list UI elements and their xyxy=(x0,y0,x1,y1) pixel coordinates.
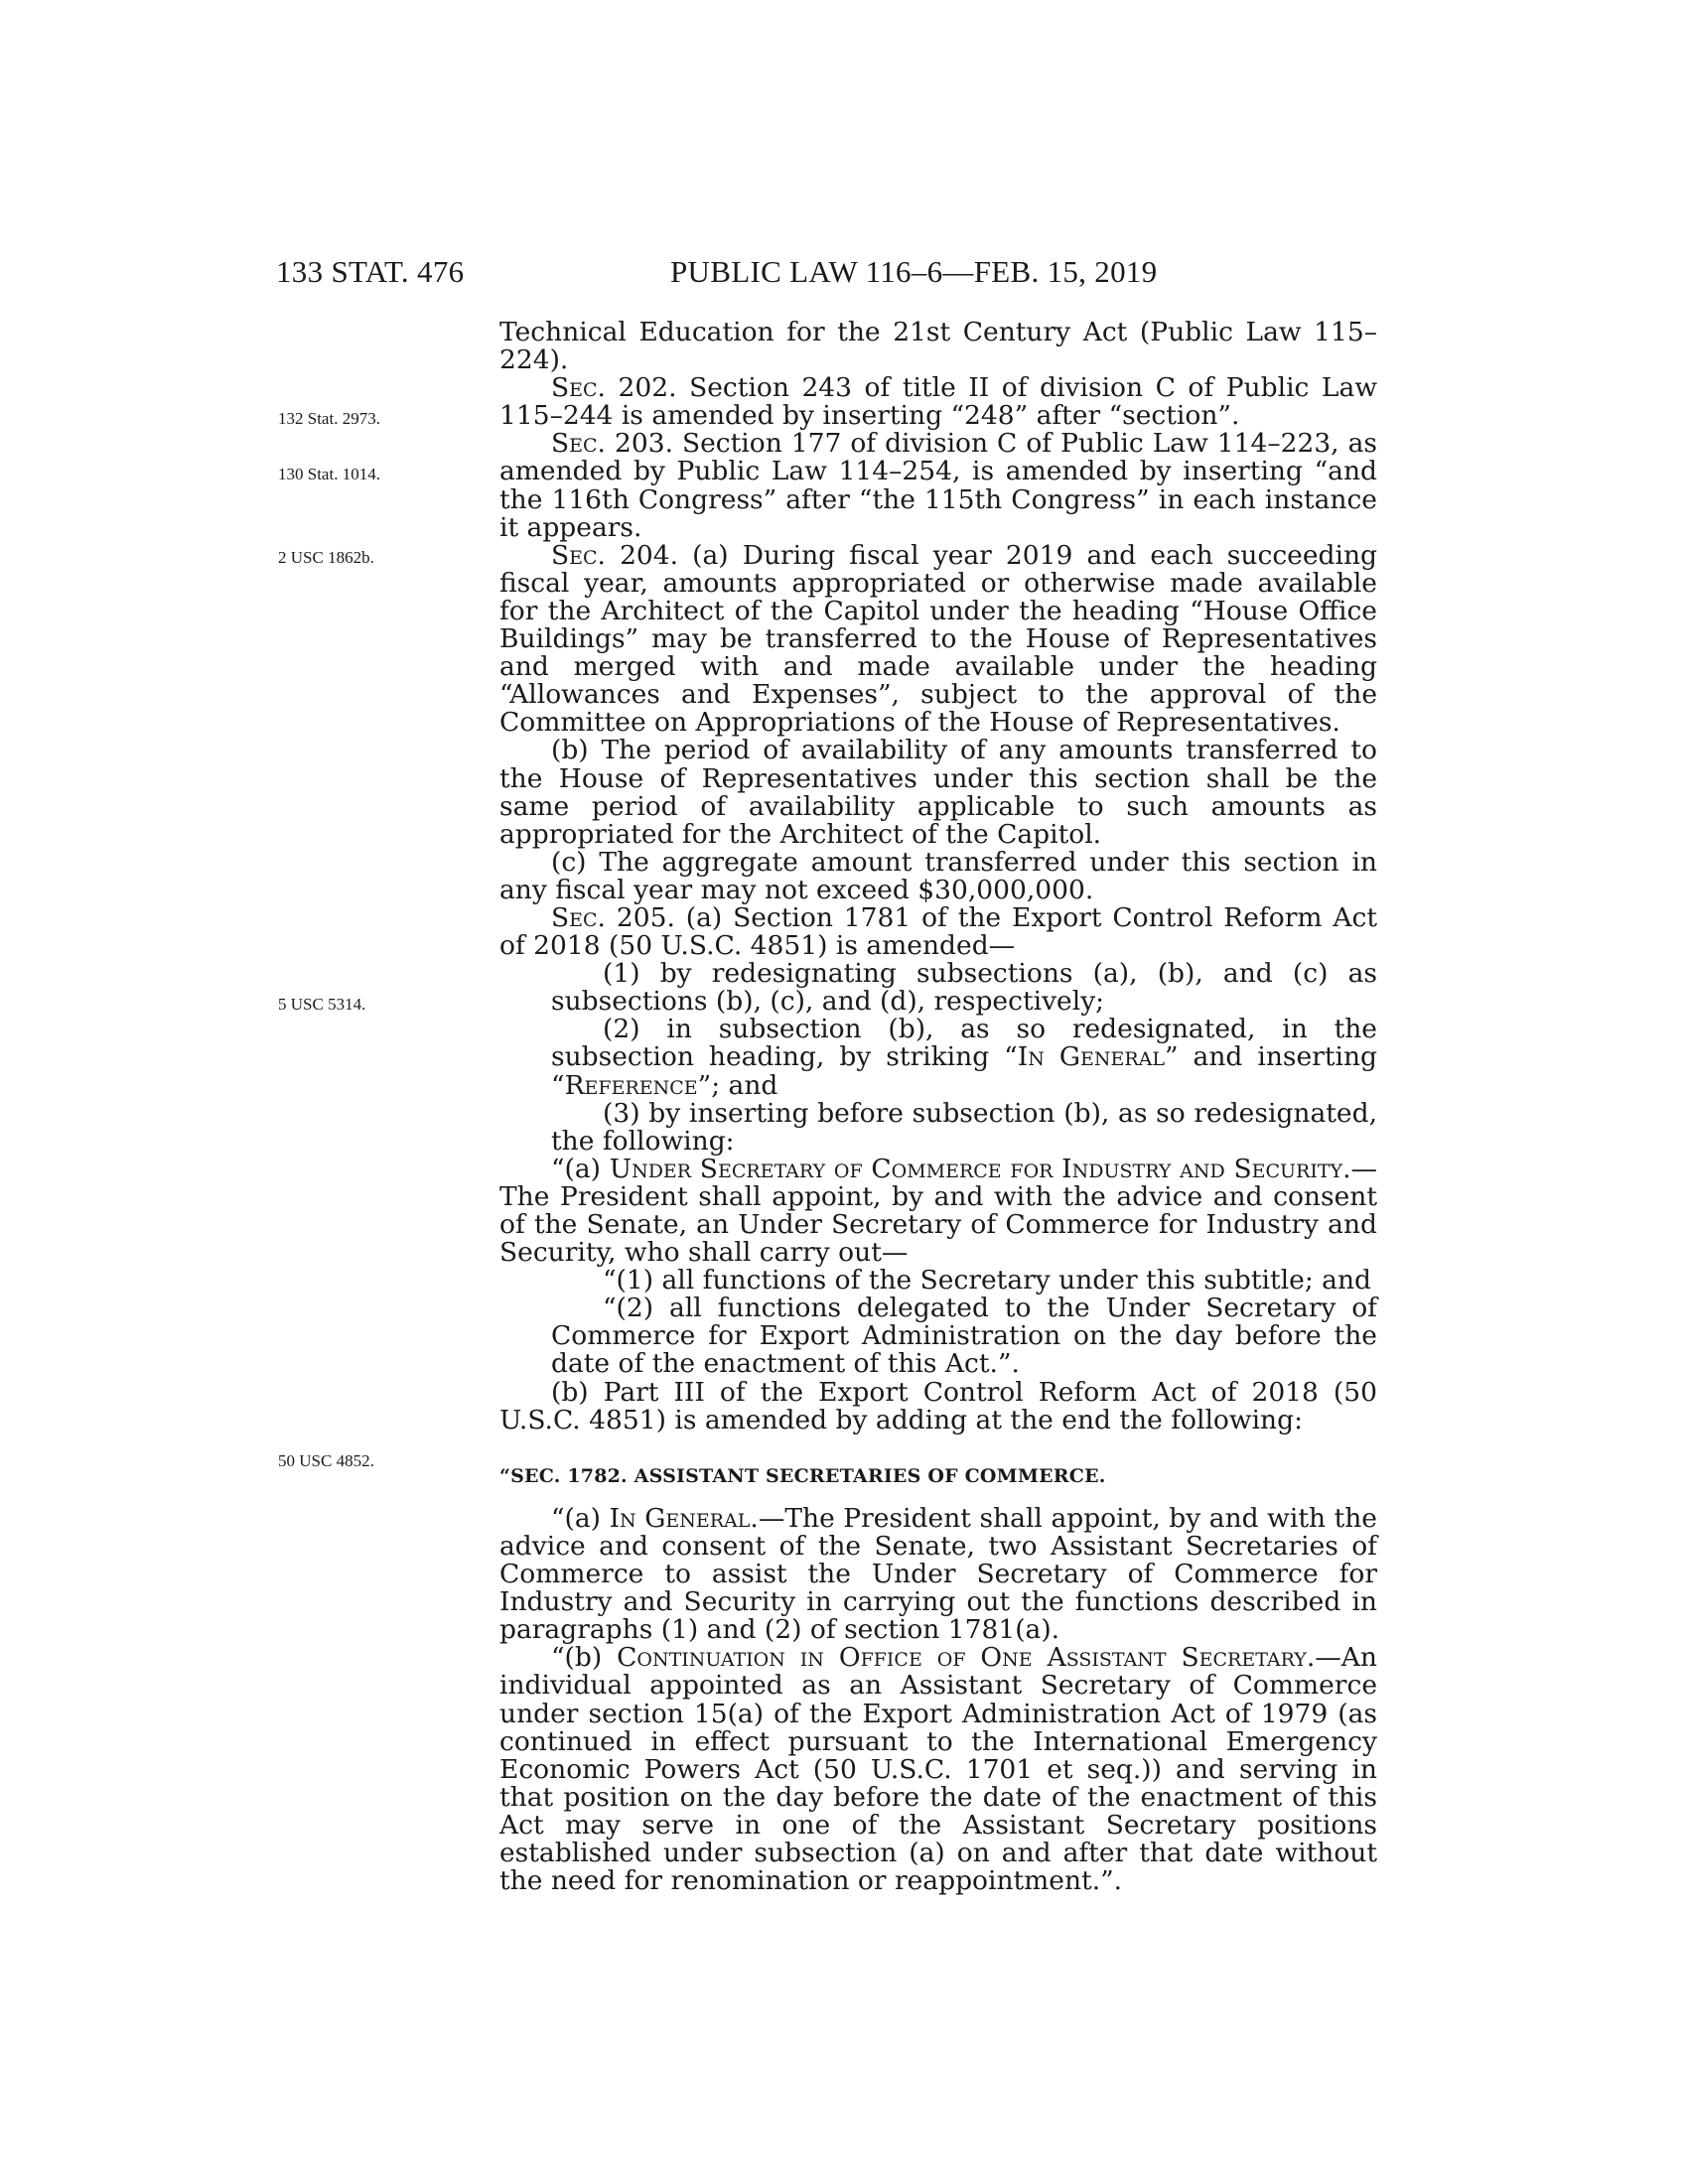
paragraph-text: “(b) xyxy=(551,1642,618,1674)
paragraph-text: ” and inserting “ xyxy=(551,1041,1377,1101)
paragraph xyxy=(499,374,1377,430)
paragraph xyxy=(499,1376,1377,1435)
public-law-title: PUBLIC LAW 116–6—FEB. 15, 2019 xyxy=(670,254,1158,289)
margin-note-citation: 130 Stat. 1014. xyxy=(278,465,380,483)
paragraph-text: ”; and xyxy=(697,1069,778,1101)
paragraph-text: 202. Section 243 of title II of division C of Public Law 115–244 is amended by inserting “248” after “section”. xyxy=(499,372,1377,432)
paragraph-text: “(a) xyxy=(551,1502,610,1534)
paragraph-text: “(2) all functions delegated to the Under Secretary of Commerce for Export Administration on the day before the date of the enactment of this Act.”. xyxy=(551,1293,1377,1380)
paragraph xyxy=(499,319,1377,374)
paragraph xyxy=(499,1295,1377,1378)
paragraph xyxy=(499,1644,1377,1895)
paragraph xyxy=(499,960,1377,1016)
paragraph-text: (c) The aggregate amount transferred under this section in any fiscal year may not exceed $30,000,000. xyxy=(499,846,1377,905)
paragraph xyxy=(499,1153,1377,1269)
paragraph xyxy=(499,1097,1377,1157)
paragraph xyxy=(499,846,1377,905)
paragraph-text: 204. (a) During fiscal year 2019 and each succeeding fiscal year, amounts appropriated or otherwise made available for the Architect of the Capitol under the heading “House Office Buildings” may be transferred to the House of Representatives and merged with and made available under the heading “Allowances and Expenses”, subject to the approval of the Committee on Appropriations of the House of Representatives. xyxy=(499,539,1377,739)
paragraph-text: 205. (a) Section 1781 of the Export Control Reform Act of 2018 (50 U.S.C. 4851) is amended— xyxy=(499,901,1377,962)
paragraph-text: (1) by redesignating subsections (a), (b), and (c) as subsections (b), (c), and (d), respectively; xyxy=(551,958,1377,1018)
paragraph-text: (2) in subsection (b), as so redesignated, in the subsection heading, by striking “ xyxy=(551,1014,1377,1073)
section-label: Sec. xyxy=(551,372,606,404)
small-caps-term: Reference xyxy=(564,1069,698,1101)
margin-note-citation: 5 USC 5314. xyxy=(278,995,366,1014)
paragraph xyxy=(499,901,1377,962)
paragraph-text: .—The President shall appoint, by and with the advice and consent of the Senate, two Assistant Secretaries of Commerce to assist the Under Secretary of Commerce for Industry and Security in carrying out the functions described in paragraphs (1) and (2) of section 1781(a). xyxy=(499,1502,1377,1646)
section-label: Sec. xyxy=(551,539,606,571)
statute-body xyxy=(499,319,1377,1895)
stat-page-number: 133 STAT. 476 xyxy=(276,254,465,289)
paragraph xyxy=(499,737,1377,848)
paragraph-text: .—The President shall appoint, by and with the advice and consent of the Senate, an Under Secretary of Commerce for Industry and Security, who shall carry out— xyxy=(499,1153,1377,1269)
small-caps-term: Continuation in Office of One Assistant Secretary xyxy=(617,1642,1307,1674)
section-label: Sec. xyxy=(551,428,606,460)
paragraph-text: Technical Education for the 21st Century Act (Public Law 115–224). xyxy=(499,317,1377,376)
paragraph-text: 203. Section 177 of division C of Public Law 114–223, as amended by Public Law 114–254, is amended by inserting “and the 116th Congress” after “the 115th Congress” in each instance it appears. xyxy=(499,428,1377,543)
paragraph-text: (3) by inserting before subsection (b), as so redesignated, the following: xyxy=(551,1097,1377,1157)
paragraph xyxy=(499,539,1377,739)
section-heading: “SEC. 1782. ASSISTANT SECRETARIES OF COMMERCE. xyxy=(499,1464,1106,1487)
margin-note-citation: 132 Stat. 2973. xyxy=(278,409,380,428)
section-label: Sec. xyxy=(551,901,606,933)
paragraph-text: .—An individual appointed as an Assistant Secretary of Commerce under section 15(a) of the Export Administration Act of 1979 (as continued in effect pursuant to the International Emergency Economic Powers Act (50 U.S.C. 1701 et seq.)) and serving in that position on the day before the date of the enactment of this Act may serve in one of the Assistant Secretary positions established under subsection (a) on and after that date without the need for renomination or reappointment.”. xyxy=(499,1642,1377,1897)
small-caps-term: In General xyxy=(609,1502,751,1534)
small-caps-term: In General xyxy=(1017,1041,1165,1073)
paragraph xyxy=(499,1502,1377,1646)
margin-note-citation: 2 USC 1862b. xyxy=(278,548,374,567)
paragraph xyxy=(499,430,1377,541)
paragraph xyxy=(499,1016,1377,1099)
paragraph-text: “(a) xyxy=(551,1153,610,1184)
small-caps-term: Under Secretary of Commerce for Industry and Security xyxy=(609,1153,1343,1184)
margin-note-citation: 50 USC 4852. xyxy=(278,1451,374,1470)
paragraph xyxy=(499,1267,1377,1295)
paragraph-text: (b) The period of availability of any amounts transferred to the House of Representatives under this section shall be the same period of availability applicable to such amounts as appropriated for the Architect of the Capitol. xyxy=(499,735,1377,850)
paragraph-text: (b) Part III of the Export Control Reform Act of 2018 (50 U.S.C. 4851) is amended by adding at the end the following: xyxy=(499,1376,1377,1435)
paragraph-text: “(1) all functions of the Secretary under this subtitle; and xyxy=(603,1265,1372,1297)
